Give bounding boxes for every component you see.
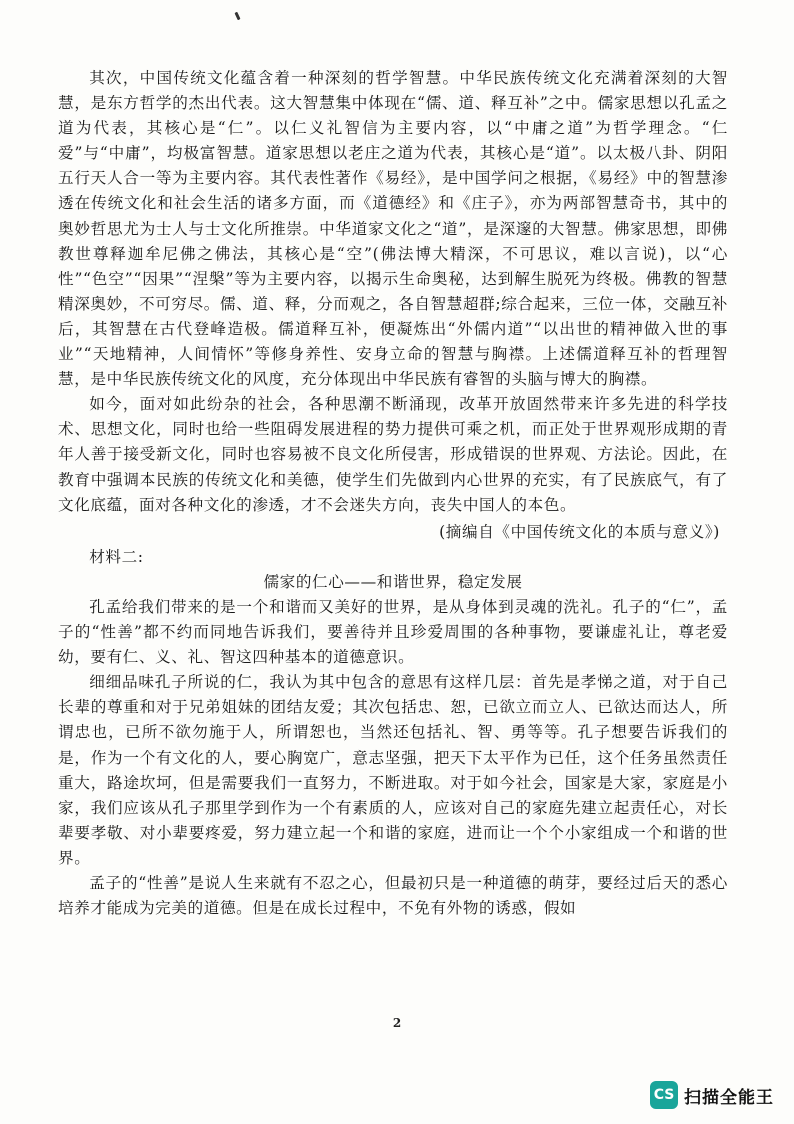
paragraph-education: 如今，面对如此纷杂的社会，各种思潮不断涌现，改革开放固然带来许多先进的科学技术、思想文化，同时也给一些阻碍发展进程的势力提供可乘之机，而正处于世界观形成期的青年人善于接受新文化，同时也容易被不良文化所侵害，形成错误的世界观、方法论。因此，在教育中强调本民族的传统文化和美德，使学生们先做到内心世界的充实，有了民族底气，有了文化底蕴，面对各种文化的渗透，才不会迷失方向，丧失中国人的本色。 [58, 395, 728, 514]
document-body [58, 66, 728, 921]
paragraph-ren-meaning: 细细品味孔子所说的仁，我认为其中包含的意思有这样几层：首先是孝悌之道，对于自己长辈的尊重和对于兄弟姐妹的团结友爱；其次包括忠、恕，已欲立而立人、已欲达而达人，所谓忠也，已所不欲勿施于人，所谓恕也，当然还包括礼、智、勇等等。孔子想要告诉我们的是，作为一个有文化的人，要心胸宽广，意志坚强，把天下太平作为已任，这个任务虽然责任重大，路途坎坷，但是需要我们一直努力，不断进取。对于如今社会，国家是大家，家庭是小家，我们应该从孔子那里学到作为一个有素质的人，应该对自己的家庭先建立起责任心，对长辈要孝敬、对小辈要疼爱，努力建立起一个和谐的家庭，进而让一个个小家组成一个和谐的世界。 [58, 673, 728, 867]
paragraph-philosophy: 其次，中国传统文化蕴含着一种深刻的哲学智慧。中华民族传统文化充满着深刻的大智慧，是东方哲学的杰出代表。这大智慧集中体现在“儒、道、释互补”之中。儒家思想以孔孟之道为代表，其核心是“仁”。以仁义礼智信为主要内容，以“中庸之道”为哲学理念。“仁爱”与“中庸”，均极富智慧。道家思想以老庄之道为代表，其核心是“道”。以太极八卦、阴阳五行天人合一等为主要内容。其代表性著作《易经》，是中国学问之根据，《易经》中的智慧渗透在传统文化和社会生活的诸多方面，而《道德经》和《庄子》，亦为两部智慧奇书，其中的奥妙哲思尤为士人与士文化所推崇。中华道家文化之“道”，是深邃的大智慧。佛家思想，即佛教世尊释迦牟尼佛之佛法，其核心是“空”(佛法博大精深，不可思议，难以言说)，以“心性”“色空”“因果”“涅槃”等为主要内容，以揭示生命奥秘，达到解生脱死为终极。佛教的智慧精深奥妙，不可穷尽。儒、道、释，分而观之，各自智慧超群;综合起来，三位一体，交融互补后，其智慧在古代登峰造极。儒道释互补，便凝炼出“外儒内道”“以出世的精神做入世的事业”“天地精神，人间情怀”等修身养性、安身立命的智慧与胸襟。上述儒道释互补的哲理智慧，是中华民族传统文化的风度，充分体现出中华民族有睿智的头脑与博大的胸襟。 [58, 69, 728, 389]
material-label: 材料二: [89, 547, 144, 566]
paragraph-xingshan: 孟子的“性善”是说人生来就有不忍之心，但最初只是一种道德的萌芽，要经过后天的悉心培养才能成为完美的道德。但是在成长过程中，不免有外物的诱惑，假如 [58, 874, 728, 918]
camscanner-logo-icon: CS [650, 1081, 678, 1109]
paragraph-confucius-mencius: 孔孟给我们带来的是一个和谐而又美好的世界，是从身体到灵魂的洗礼。孔子的“仁”，孟子的“性善”都不约而同地告诉我们，要善待并且珍爱周围的各种事物，要谦虚礼让，尊老爱幼，要有仁、义、礼、智这四种基本的道德意识。 [58, 597, 728, 667]
page-number: 2 [392, 1016, 402, 1030]
watermark-app-name: 扫描全能王 [684, 1087, 774, 1108]
scan-speck [234, 12, 240, 21]
section-subtitle: 儒家的仁心——和谐世界，稳定发展 [263, 572, 523, 591]
source-citation: (摘编自《中国传统文化的本质与意义》) [439, 522, 720, 541]
scanner-watermark [650, 1080, 774, 1110]
